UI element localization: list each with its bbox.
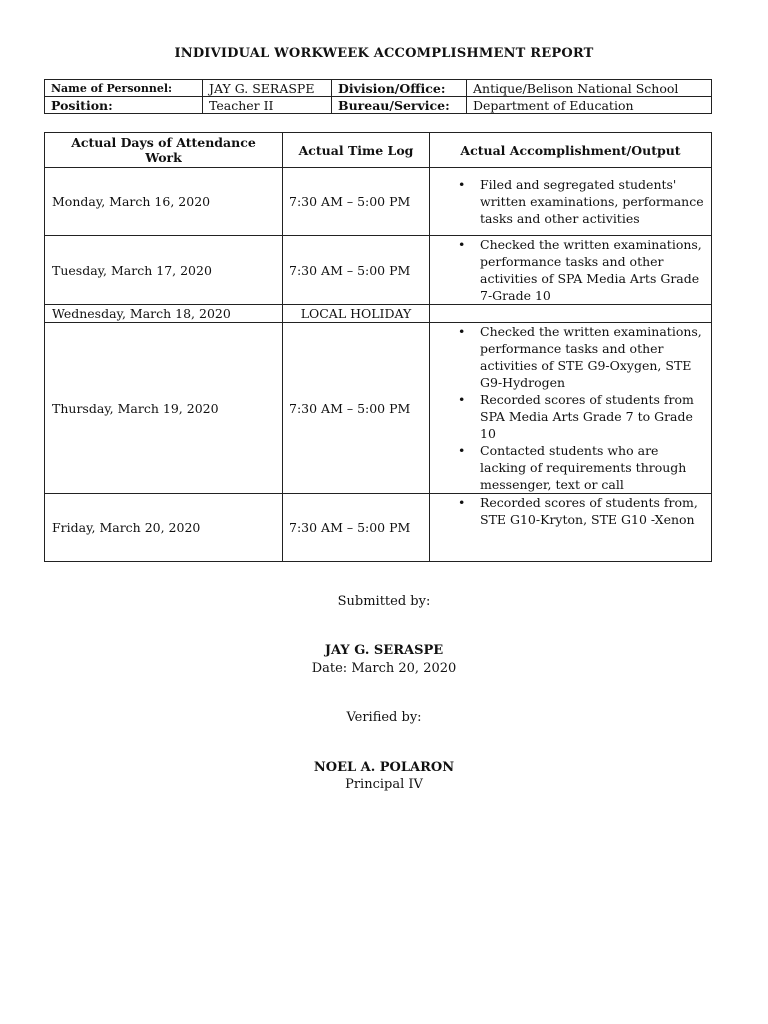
- list-item: • Filed and segregated students' written examinations, performance tasks and other activities: [480, 176, 705, 227]
- time-cell: 7:30 AM – 5:00 PM: [283, 168, 430, 236]
- list-item: • Checked the written examinations, performance tasks and other activities of STE G9-Oxygen, STE G9-Hydrogen: [480, 323, 705, 391]
- time-cell: 7:30 AM – 5:00 PM: [283, 323, 430, 494]
- report-title: INDIVIDUAL WORKWEEK ACCOMPLISHMENT REPORT: [174, 46, 594, 61]
- personnel-info-table: [44, 79, 712, 114]
- output-list: [436, 236, 705, 304]
- division-label: Division/Office:: [332, 80, 467, 97]
- verified-by-name: NOEL A. POLARON: [313, 760, 455, 775]
- division-value: Antique/Belison National School: [467, 80, 712, 97]
- output-list: [436, 494, 705, 528]
- personnel-row-position: [45, 97, 712, 114]
- table-row: [45, 323, 712, 494]
- list-item: • Recorded scores of students from, STE G10-Kryton, STE G10 -Xenon: [480, 494, 705, 528]
- header-output: Actual Accomplishment/Output: [430, 133, 712, 168]
- day-cell: Friday, March 20, 2020: [45, 494, 283, 562]
- table-row: [45, 236, 712, 305]
- table-row: [45, 494, 712, 562]
- time-cell: 7:30 AM – 5:00 PM: [283, 494, 430, 562]
- day-cell: Thursday, March 19, 2020: [45, 323, 283, 494]
- list-item: • Checked the written examinations, performance tasks and other activities of SPA Media Arts Grade 7-Grade 10: [480, 236, 705, 304]
- table-row-holiday: [45, 305, 712, 323]
- output-list: [436, 176, 705, 227]
- output-cell: [430, 494, 712, 562]
- personnel-row-name: [45, 80, 712, 97]
- header-time: Actual Time Log: [283, 133, 430, 168]
- verified-by-label: Verified by:: [346, 710, 422, 725]
- bureau-label: Bureau/Service:: [332, 97, 467, 114]
- name-label: Name of Personnel:: [45, 80, 203, 97]
- accomplishment-table: [44, 132, 712, 562]
- output-list: [436, 323, 705, 493]
- submitted-by-name: JAY G. SERASPE: [324, 643, 444, 658]
- name-value: JAY G. SERASPE: [203, 80, 332, 97]
- list-item: • Recorded scores of students from SPA Media Arts Grade 7 to Grade 10: [480, 391, 705, 442]
- header-days: Actual Days of Attendance Work: [45, 133, 283, 168]
- table-row: [45, 168, 712, 236]
- verified-by-title: Principal IV: [345, 777, 423, 792]
- day-cell: Monday, March 16, 2020: [45, 168, 283, 236]
- day-cell: Wednesday, March 18, 2020: [45, 305, 283, 323]
- time-cell: 7:30 AM – 5:00 PM: [283, 236, 430, 305]
- output-cell: [430, 168, 712, 236]
- submitted-by-label: Submitted by:: [337, 594, 431, 609]
- output-cell: [430, 323, 712, 494]
- day-cell: Tuesday, March 17, 2020: [45, 236, 283, 305]
- holiday-cell: LOCAL HOLIDAY: [283, 305, 430, 323]
- submitted-date: Date: March 20, 2020: [311, 661, 457, 676]
- position-label: Position:: [45, 97, 203, 114]
- bureau-value: Department of Education: [467, 97, 712, 114]
- list-item: • Contacted students who are lacking of requirements through messenger, text or call: [480, 442, 705, 493]
- output-cell: [430, 236, 712, 305]
- position-value: Teacher II: [203, 97, 332, 114]
- output-cell: [430, 305, 712, 323]
- table-header-row: [45, 133, 712, 168]
